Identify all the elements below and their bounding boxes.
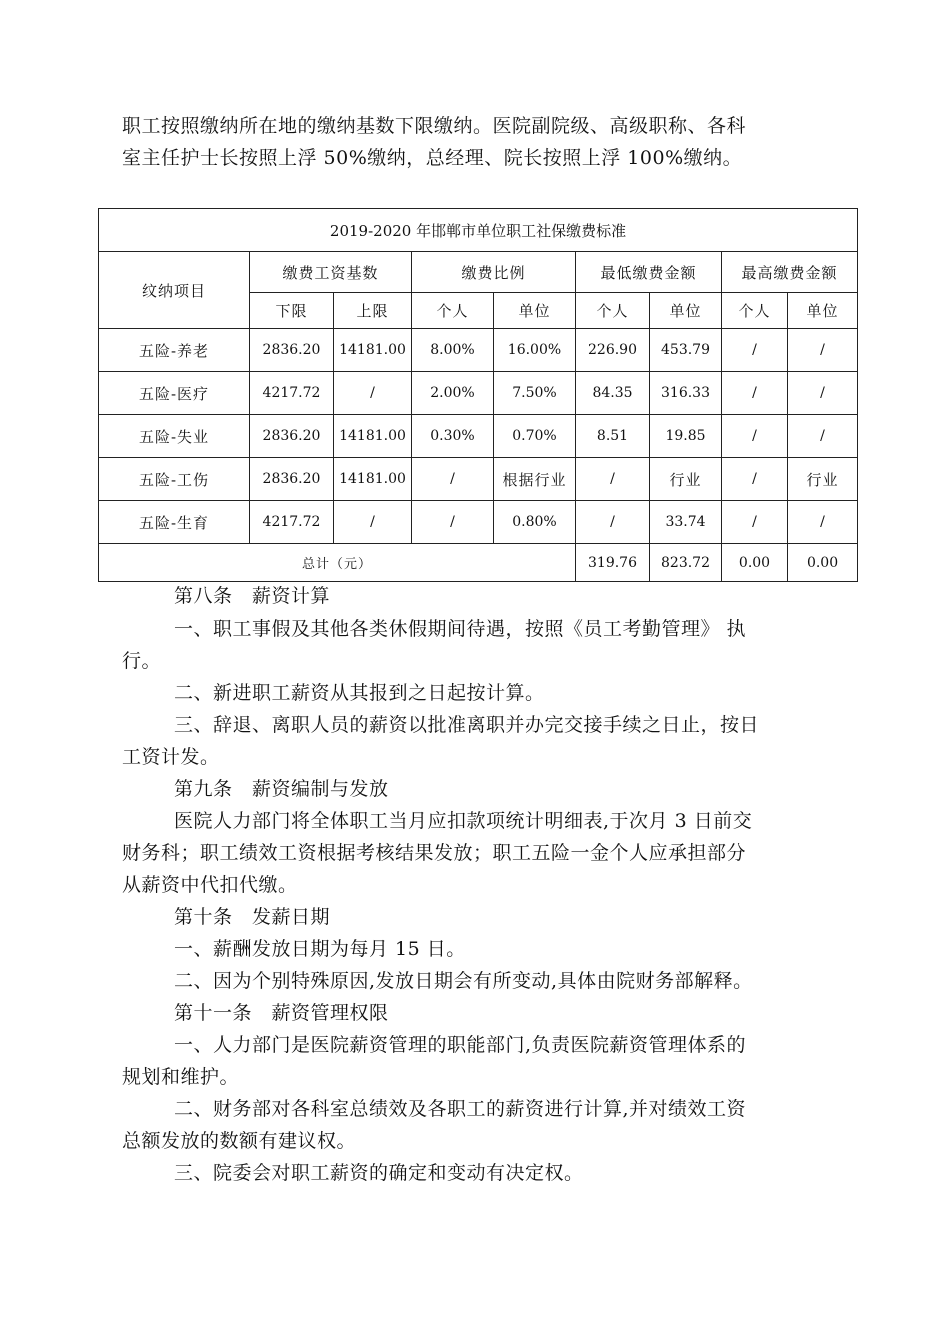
article-10-p2: 二、因为个别特殊原因,发放日期会有所变动,具体由院财务部解释。: [174, 970, 753, 992]
row-ratio-personal: /: [412, 501, 494, 544]
total-max-unit: 0.00: [788, 544, 858, 582]
row-max-personal: /: [722, 372, 788, 415]
row-max-personal: /: [722, 501, 788, 544]
row-max-unit: 行业: [788, 458, 858, 501]
row-ratio-unit: 根据行业: [494, 458, 576, 501]
social-insurance-table: [98, 208, 858, 582]
row-max-unit: /: [788, 372, 858, 415]
total-label: 总计（元）: [99, 544, 576, 582]
row-ratio-personal: /: [412, 458, 494, 501]
row-min-personal: 84.35: [576, 372, 650, 415]
article-9-heading: 第九条 薪资编制与发放: [174, 778, 389, 800]
article-8-p3-line2: 工资计发。: [122, 746, 220, 768]
article-8-p1-line2: 行。: [122, 650, 162, 672]
total-max-personal: 0.00: [722, 544, 788, 582]
row-upper: 14181.00: [334, 458, 412, 501]
row-item: 五险-工伤: [99, 458, 250, 501]
table-row: [99, 329, 858, 372]
header-lower: 下限: [250, 293, 334, 329]
article-8-p2: 二、新进职工薪资从其报到之日起按计算。: [174, 682, 545, 704]
row-lower: 2836.20: [250, 415, 334, 458]
article-9-p1-line2: 财务科；职工绩效工资根据考核结果发放；职工五险一金个人应承担部分: [122, 842, 747, 864]
row-max-unit: /: [788, 415, 858, 458]
header-ratio-unit: 单位: [494, 293, 576, 329]
row-lower: 2836.20: [250, 458, 334, 501]
row-max-personal: /: [722, 458, 788, 501]
row-min-personal: /: [576, 458, 650, 501]
article-8-p1-line1: 一、职工事假及其他各类休假期间待遇，按照《员工考勤管理》 执: [174, 618, 747, 640]
row-upper: /: [334, 372, 412, 415]
row-min-unit: 19.85: [650, 415, 722, 458]
row-min-personal: 8.51: [576, 415, 650, 458]
header-max-personal: 个人: [722, 293, 788, 329]
row-ratio-personal: 8.00%: [412, 329, 494, 372]
row-min-unit: 行业: [650, 458, 722, 501]
row-min-unit: 33.74: [650, 501, 722, 544]
total-row: [99, 544, 858, 582]
header-ratio: 缴费比例: [412, 252, 576, 293]
row-max-personal: /: [722, 415, 788, 458]
table-row: [99, 372, 858, 415]
header-max-amount: 最高缴费金额: [722, 252, 858, 293]
table-row: [99, 458, 858, 501]
row-min-personal: /: [576, 501, 650, 544]
header-max-unit: 单位: [788, 293, 858, 329]
article-11-p2-line2: 总额发放的数额有建议权。: [122, 1130, 357, 1152]
row-ratio-unit: 0.70%: [494, 415, 576, 458]
header-ratio-personal: 个人: [412, 293, 494, 329]
header-upper: 上限: [334, 293, 412, 329]
article-10-heading: 第十条 发薪日期: [174, 906, 331, 928]
row-item: 五险-失业: [99, 415, 250, 458]
article-9-p1-line3: 从薪资中代扣代缴。: [122, 874, 298, 896]
row-max-unit: /: [788, 501, 858, 544]
row-ratio-personal: 2.00%: [412, 372, 494, 415]
row-ratio-unit: 0.80%: [494, 501, 576, 544]
row-ratio-unit: 16.00%: [494, 329, 576, 372]
intro-line-1: 职工按照缴纳所在地的缴纳基数下限缴纳。医院副院级、高级职称、各科: [122, 115, 747, 137]
row-lower: 4217.72: [250, 372, 334, 415]
row-item: 五险-医疗: [99, 372, 250, 415]
row-lower: 2836.20: [250, 329, 334, 372]
row-max-personal: /: [722, 329, 788, 372]
header-item: 纹纳项目: [99, 252, 250, 329]
header-base: 缴费工资基数: [250, 252, 412, 293]
article-11-p2-line1: 二、财务部对各科室总绩效及各职工的薪资进行计算,并对绩效工资: [174, 1098, 747, 1120]
row-upper: /: [334, 501, 412, 544]
header-min-amount: 最低缴费金额: [576, 252, 722, 293]
row-upper: 14181.00: [334, 329, 412, 372]
total-min-personal: 319.76: [576, 544, 650, 582]
row-min-unit: 453.79: [650, 329, 722, 372]
article-8-heading: 第八条 薪资计算: [174, 585, 331, 607]
article-11-p1-line1: 一、人力部门是医院薪资管理的职能部门,负责医院薪资管理体系的: [174, 1034, 747, 1056]
row-upper: 14181.00: [334, 415, 412, 458]
article-11-p3: 三、院委会对职工薪资的确定和变动有决定权。: [174, 1162, 584, 1184]
row-item: 五险-养老: [99, 329, 250, 372]
table-row: [99, 415, 858, 458]
table-title: 2019-2020 年邯郸市单位职工社保缴费标准: [99, 209, 858, 252]
article-10-p1: 一、薪酬发放日期为每月 15 日。: [174, 938, 466, 960]
row-ratio-unit: 7.50%: [494, 372, 576, 415]
table-row: [99, 501, 858, 544]
article-11-p1-line2: 规划和维护。: [122, 1066, 240, 1088]
header-min-personal: 个人: [576, 293, 650, 329]
row-min-unit: 316.33: [650, 372, 722, 415]
article-11-heading: 第十一条 薪资管理权限: [174, 1002, 389, 1024]
header-min-unit: 单位: [650, 293, 722, 329]
row-ratio-personal: 0.30%: [412, 415, 494, 458]
article-8-p3-line1: 三、辞退、离职人员的薪资以批准离职并办完交接手续之日止，按日: [174, 714, 760, 736]
row-max-unit: /: [788, 329, 858, 372]
row-min-personal: 226.90: [576, 329, 650, 372]
article-9-p1-line1: 医院人力部门将全体职工当月应扣款项统计明细表,于次月 3 日前交: [174, 810, 753, 832]
row-lower: 4217.72: [250, 501, 334, 544]
row-item: 五险-生育: [99, 501, 250, 544]
intro-line-2: 室主任护士长按照上浮 50%缴纳，总经理、院长按照上浮 100%缴纳。: [122, 147, 743, 169]
total-min-unit: 823.72: [650, 544, 722, 582]
